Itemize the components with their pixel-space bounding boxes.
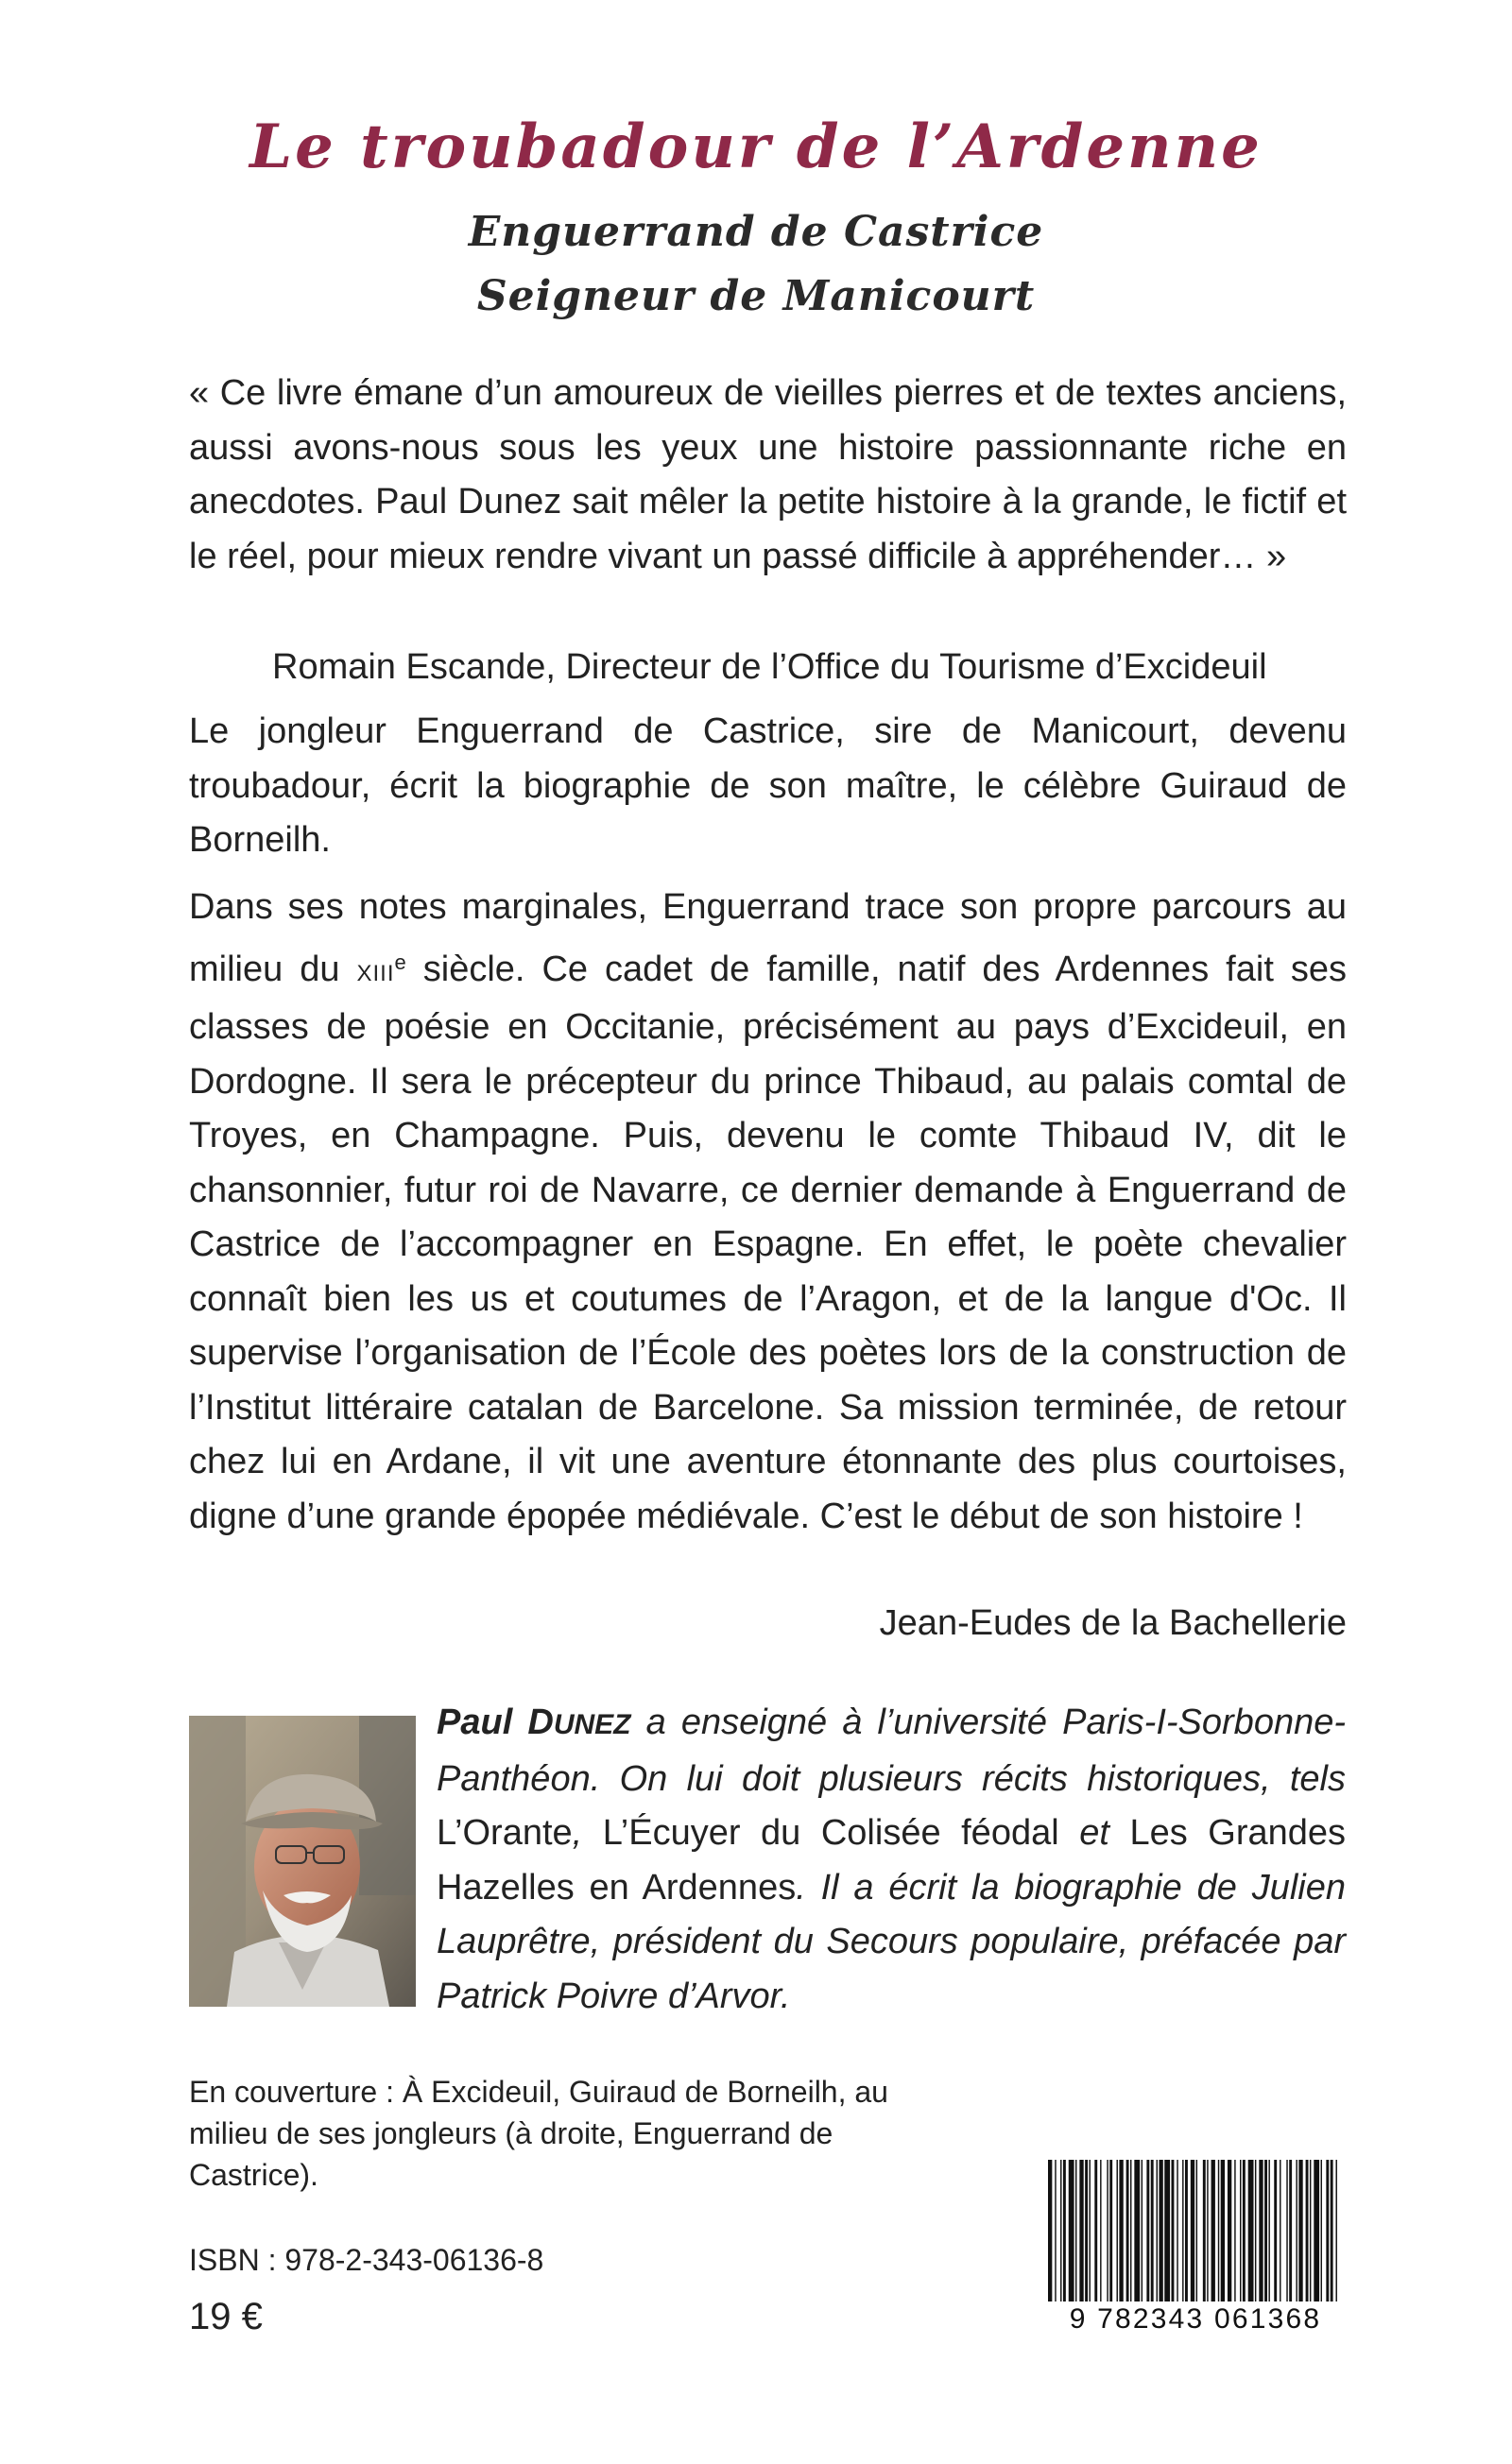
barcode-bar	[1075, 2160, 1076, 2301]
price: 19 €	[189, 2296, 263, 2337]
summary-paragraph-1: Le jongleur Enguerrand de Castrice, sire de Manicourt, devenu troubadour, écrit la biographie de son maître, le célèbre Guiraud de Borneilh.	[189, 711, 1347, 860]
barcode-bar	[1146, 2160, 1149, 2301]
barcode-bar	[1100, 2160, 1101, 2301]
book-title-3: Les Grandes Hazelles en Ardennes	[437, 1813, 1347, 1908]
author-biography	[437, 1696, 1346, 2024]
barcode-bar	[1240, 2160, 1241, 2301]
barcode-bar	[1191, 2160, 1194, 2301]
subtitle-line-2: Seigneur de Manicourt	[476, 272, 1036, 320]
review-quote: « Ce livre émane d’un amoureux de vieilles pierres et de textes anciens, aussi avons-nous sous les yeux une histoire passionnante riche en anecdotes. Paul Dunez sait mêler la petite histoire à la grande, le fictif et le réel, pour mieux rendre vivant un passé difficile à appréhender… »	[189, 373, 1347, 576]
barcode-bar	[1331, 2160, 1333, 2301]
barcode-bar	[1248, 2160, 1254, 2301]
author-name	[437, 1703, 631, 1742]
barcode-bar	[1185, 2160, 1188, 2301]
barcode-bar	[1286, 2160, 1287, 2301]
barcode-bar	[1298, 2160, 1302, 2301]
barcode-digits: 9 782343 061368	[1069, 2303, 1322, 2335]
barcode-bar	[1264, 2160, 1267, 2301]
barcode-bar	[1196, 2160, 1197, 2301]
author-last-name-rest: UNEZ	[553, 1709, 631, 1740]
book-title-1: L’Orante	[437, 1813, 573, 1853]
barcode-bar	[1243, 2160, 1246, 2301]
subtitle-line-1: Enguerrand de Castrice	[468, 208, 1044, 256]
author-photo	[189, 1716, 416, 2007]
barcode-bar	[1336, 2160, 1337, 2301]
barcode-bar	[1142, 2160, 1143, 2301]
cover-note: En couverture : À Excideuil, Guiraud de Borneilh, au milieu de ses jongleurs (à droite, Enguerrand de Castrice).	[189, 2075, 888, 2192]
barcode-bar	[1151, 2160, 1154, 2301]
barcode-bar	[1130, 2160, 1131, 2301]
barcode-bar	[1321, 2160, 1322, 2301]
barcode-bar	[1069, 2160, 1074, 2301]
barcode-bars	[1044, 2160, 1342, 2301]
barcode-bar	[1234, 2160, 1235, 2301]
barcode-bar	[1255, 2160, 1256, 2301]
author-first-name: Paul	[437, 1703, 528, 1742]
barcode-bar	[1109, 2160, 1112, 2301]
bio-separator-1: ,	[572, 1813, 603, 1853]
barcode-bar	[1107, 2160, 1108, 2301]
barcode-bar	[1048, 2160, 1052, 2301]
author-last-name-initial: D	[527, 1703, 554, 1742]
barcode-bar	[1164, 2160, 1170, 2301]
barcode-bar	[1296, 2160, 1297, 2301]
barcode-bar	[1228, 2160, 1231, 2301]
isbn: ISBN : 978-2-343-06136-8	[189, 2243, 544, 2277]
book-title: Le troubadour de l’Ardenne	[249, 111, 1263, 182]
barcode-bar	[1221, 2160, 1225, 2301]
bio-text-2: . Il a écrit la biographie de Julien Lauprêtre, président du Secours populaire, préfacée par Patrick Poivre d’Arvor.	[437, 1867, 1346, 2016]
barcode-bar	[1218, 2160, 1219, 2301]
barcode-bar	[1289, 2160, 1292, 2301]
barcode-bar	[1094, 2160, 1097, 2301]
barcode-bar	[1126, 2160, 1129, 2301]
barcode-bar	[1159, 2160, 1162, 2301]
barcode-bar	[1314, 2160, 1319, 2301]
summary-attribution: Jean-Eudes de la Bachellerie	[879, 1603, 1347, 1643]
barcode-bar	[1259, 2160, 1263, 2301]
barcode-bar	[1310, 2160, 1311, 2301]
barcode-bar	[1117, 2160, 1118, 2301]
barcode-bar	[1134, 2160, 1140, 2301]
summary-paragraph-2	[189, 881, 1347, 1544]
century-numeral: XIII	[356, 960, 395, 986]
barcode-bar	[1326, 2160, 1329, 2301]
barcode-bar	[1182, 2160, 1183, 2301]
barcode-bar	[1119, 2160, 1123, 2301]
barcode-bar	[1060, 2160, 1061, 2301]
barcode-bar	[1090, 2160, 1091, 2301]
barcode-bar	[1079, 2160, 1083, 2301]
barcode-bar	[1085, 2160, 1088, 2301]
barcode-bar	[1157, 2160, 1158, 2301]
barcode-bar	[1063, 2160, 1066, 2301]
book-title-2: L’Écuyer du Colisée féodal	[602, 1813, 1059, 1853]
summary-paragraph-2-start: Dans ses notes marginales, Enguerrand trace son propre parcours au milieu du	[189, 887, 1347, 989]
bio-separator-2: et	[1058, 1813, 1130, 1853]
barcode-bar	[1306, 2160, 1309, 2301]
summary-paragraph-2-end: siècle. Ce cadet de famille, natif des Ardennes fait ses classes de poésie en Occitanie, précisément au pays d’Excideuil, en Dordogne. Il sera le précepteur du prince Thibaud, au palais comtal de Troyes, en Champagne. Puis, devenu le comte Thibaud IV, dit le chansonnier, futur roi de Navarre, ce dernier demande à Enguerrand de Castrice de l’accompagner en Espagne. En effet, le poète chevalier connaît bien les us et coutumes de l’Aragon, et de la langue d'Oc. Il supervise l’organisation de l’École des poètes lors de la construction de l’Institut littéraire catalan de Barcelone. Sa mission terminée, de retour chez lui en Ardane, il vit une aventure étonnante des plus courtoises, digne d’une grande épopée médiévale. C’est le début de son histoire !	[189, 949, 1347, 1536]
bio-text-1: a enseigné à l’université Paris-I-Sorbonne-Panthéon. On lui doit plusieurs récits historiques, tels	[437, 1703, 1347, 1799]
quote-attribution: Romain Escande, Directeur de l’Office du Tourisme d’Excideuil	[272, 647, 1267, 687]
barcode-bar	[1211, 2160, 1215, 2301]
barcode-bar	[1203, 2160, 1206, 2301]
barcode-bar	[1268, 2160, 1269, 2301]
century-suffix: e	[394, 950, 406, 974]
barcode-bar	[1274, 2160, 1277, 2301]
barcode-bar	[1207, 2160, 1208, 2301]
barcode-bar	[1055, 2160, 1056, 2301]
barcode-bar	[1172, 2160, 1175, 2301]
